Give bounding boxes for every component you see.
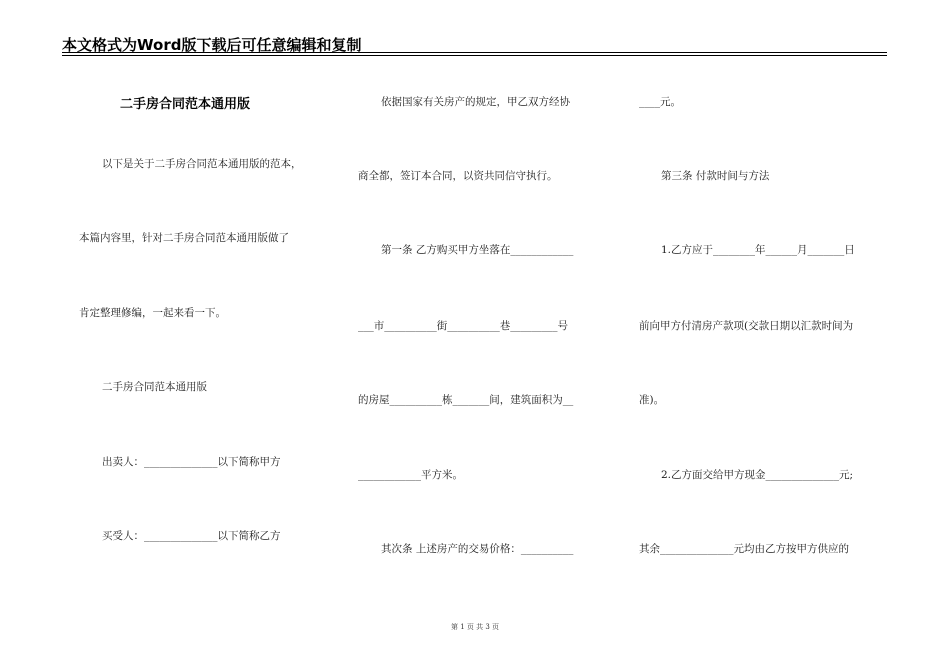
- col2-line-4: ___市__________街__________巷_________号: [358, 320, 568, 332]
- col3-line-5: 准)。: [639, 394, 665, 406]
- col2-line-1: 依据国家有关房产的规定，甲乙双方经协: [381, 96, 570, 108]
- col1-line-4: 二手房合同范本通用版: [102, 381, 207, 393]
- col3-line-2: 第三条 付款时间与方法: [661, 170, 770, 182]
- col1-line-2: 本篇内容里，针对二手房合同范本通用版做了: [79, 232, 289, 244]
- col2-line-2: 商全都，签订本合同，以资共同信守执行。: [358, 170, 558, 182]
- col2-line-6: ____________平方米。: [358, 469, 463, 481]
- col3-line-7: 其余______________元均由乙方按甲方供应的: [639, 543, 849, 555]
- col3-line-6: 2.乙方面交给甲方现金______________元;: [661, 469, 854, 481]
- page-number: 第 1 页 共 3 页: [450, 623, 500, 631]
- col1-line-6: 买受人：______________以下简称乙方: [102, 530, 281, 542]
- col2-line-3: 第一条 乙方购买甲方坐落在____________: [381, 244, 574, 256]
- document-title: 二手房合同范本通用版: [120, 97, 251, 112]
- header-text: 本文格式为Word版下载后可任意编辑和复制: [62, 36, 362, 54]
- col1-line-1: 以下是关于二手房合同范本通用版的范本，: [102, 158, 302, 170]
- col3-line-3: 1.乙方应于________年______月_______日: [661, 244, 855, 256]
- col3-line-1: ____元。: [639, 96, 681, 108]
- header-rule-bottom: [62, 55, 887, 56]
- col1-line-3: 肯定整理修编，一起来看一下。: [79, 307, 226, 319]
- col2-line-7: 其次条 上述房产的交易价格：__________: [381, 543, 574, 555]
- col3-line-4: 前向甲方付清房产款项(交款日期以汇款时间为: [639, 320, 854, 332]
- col2-line-5: 的房屋__________栋_______间，建筑面积为__: [358, 394, 574, 406]
- header-rule-top: [62, 52, 887, 53]
- col1-line-5: 出卖人：______________以下简称甲方: [102, 456, 281, 468]
